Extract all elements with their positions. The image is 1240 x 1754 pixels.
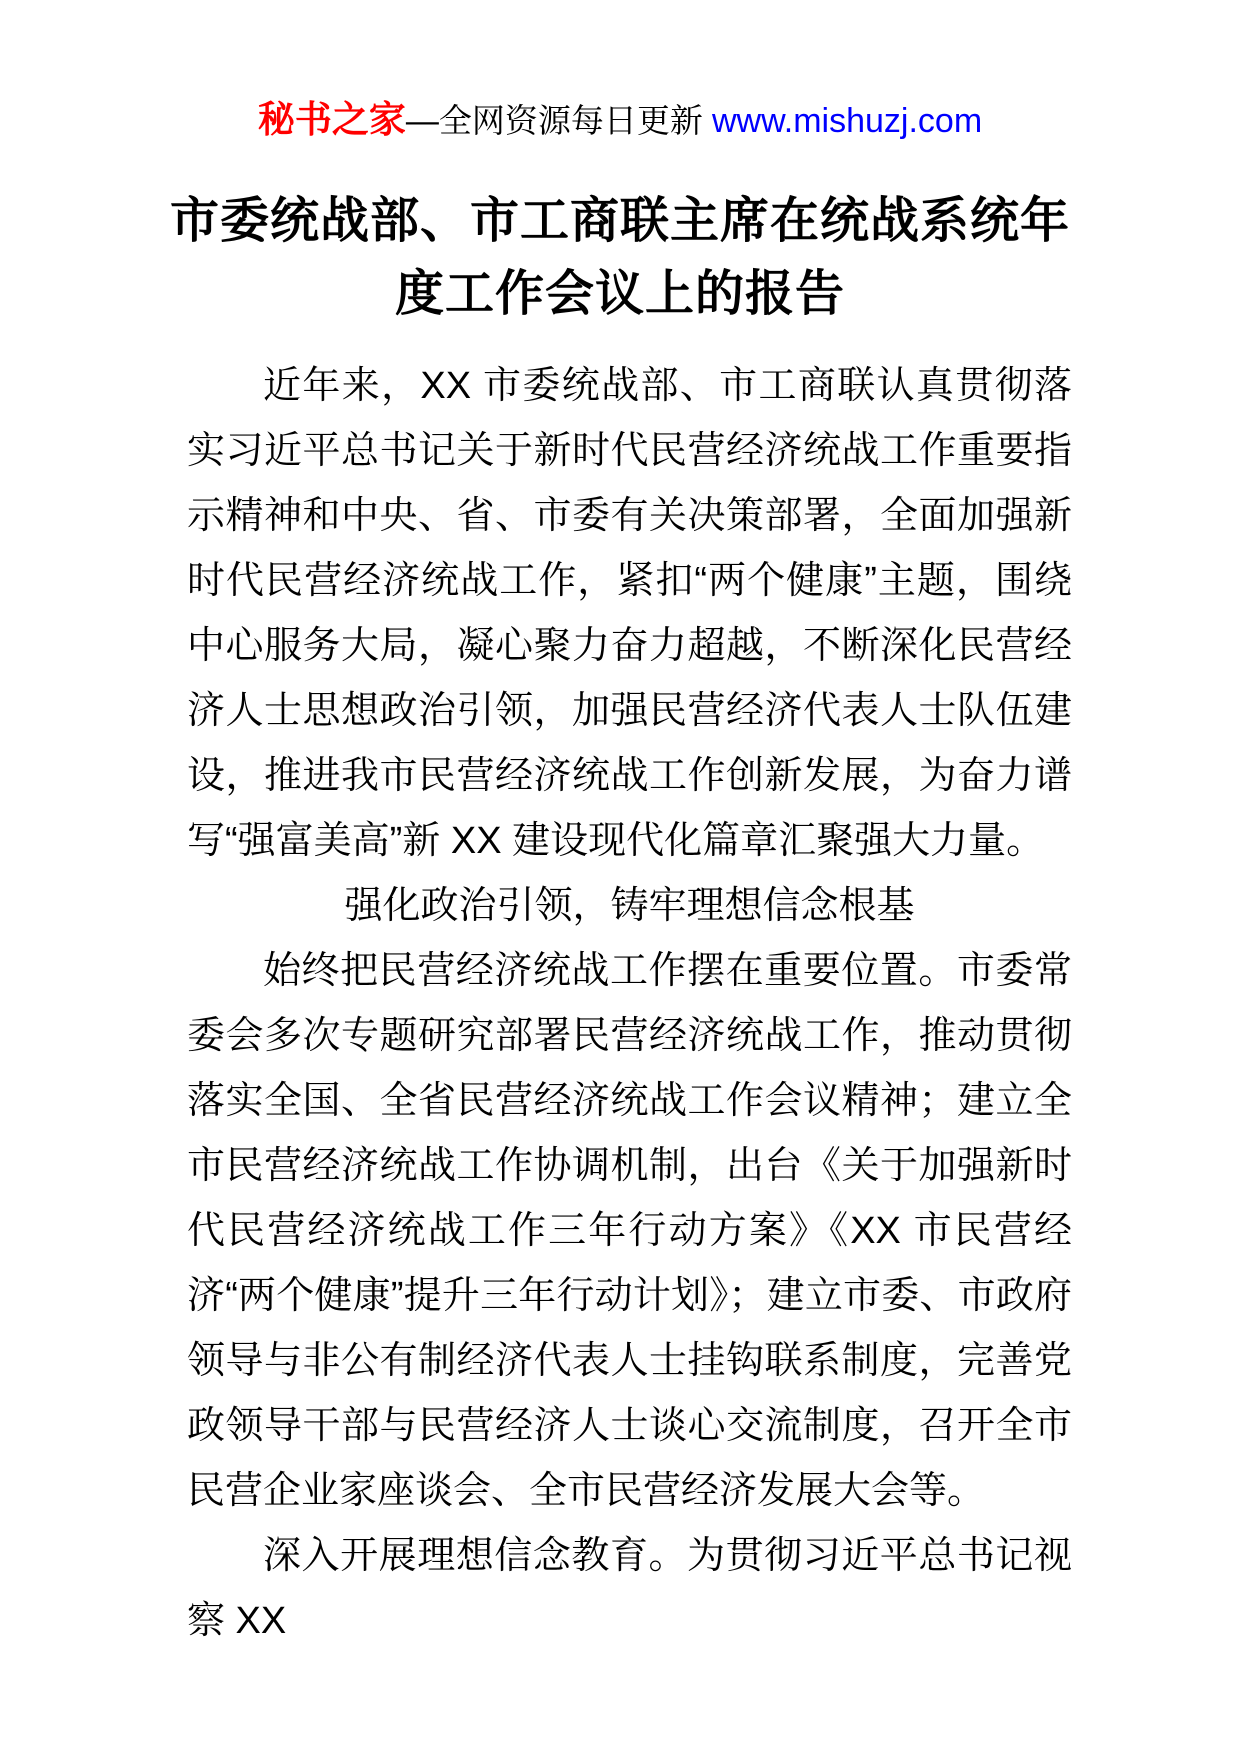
document-body: [187, 354, 1072, 1654]
brand-text: 秘书之家: [257, 99, 406, 140]
document-header: [0, 97, 1240, 144]
section-heading: 强化政治引领，铸牢理想信念根基: [344, 885, 915, 927]
site-url-link[interactable]: www.mishuzj.com: [712, 102, 983, 140]
paragraph-intro: 近年来，XX 市委统战部、市工商联认真贯彻落实习近平总书记关于新时代民营经济统战工作重要指示精神和中央、省、市委有关决策部署，全面加强新时代民营经济统战工作，紧扣“两个健康”主题，围绕中心服务大局，凝心聚力奋力超越，不断深化民营经济人士思想政治引领，加强民营经济代表人士队伍建设，推进我市民营经济统战工作创新发展，为奋力谱写“强富美高”新 XX 建设现代化篇章汇聚强大力量。: [187, 365, 1072, 862]
paragraph-political-guidance: 始终把民营经济统战工作摆在重要位置。市委常委会多次专题研究部署民营经济统战工作，推动贯彻落实全国、全省民营经济统战工作会议精神；建立全市民营经济统战工作协调机制，出台《关于加强新时代民营经济统战工作三年行动方案》《XX 市民营经济“两个健康”提升三年行动计划》；建立市委、市政府领导与非公有制经济代表人士挂钩联系制度，完善党政领导干部与民营经济人士谈心交流制度，召开全市民营企业家座谈会、全市民营经济发展大会等。: [187, 950, 1072, 1512]
document-title: 市委统战部、市工商联主席在统战系统年度工作会议上的报告: [170, 193, 1071, 321]
paragraph-ideal-belief-education: 深入开展理想信念教育。为贯彻习近平总书记视察 XX: [187, 1535, 1072, 1642]
tagline-text: —全网资源每日更新: [405, 102, 712, 139]
